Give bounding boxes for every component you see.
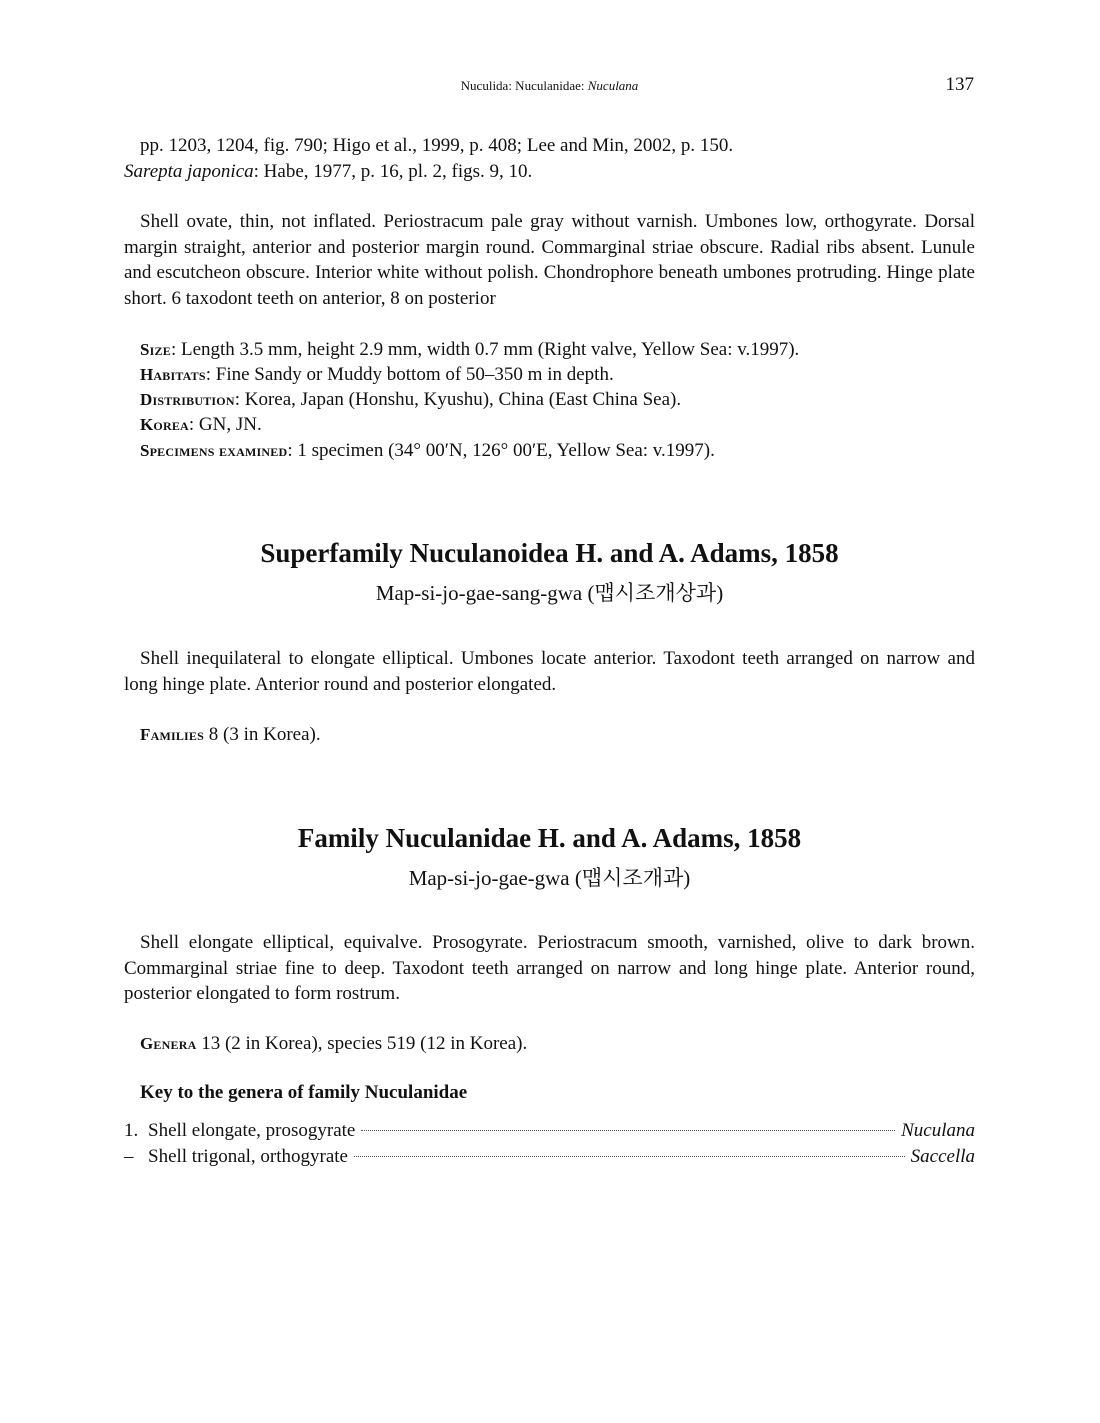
families-count [140, 722, 975, 748]
families-label: Families [140, 725, 204, 744]
reference-line-1: pp. 1203, 1204, fig. 790; Higo et al., 1999, p. 408; Lee and Min, 2002, p. 150. [140, 135, 734, 156]
fact-text: : Korea, Japan (Honshu, Kyushu), China (East China Sea). [234, 389, 682, 410]
genera-text: 13 (2 in Korea), species 519 (12 in Korea). [196, 1033, 528, 1054]
key-row [124, 1120, 975, 1142]
page-number: 137 [945, 74, 974, 95]
running-head-genus: Nuculana [587, 78, 639, 93]
key-couplet-number: 1. [124, 1120, 139, 1141]
synonym-citation: : Habe, 1977, p. 16, pl. 2, figs. 9, 10. [253, 161, 533, 182]
fact-habitats [140, 362, 975, 388]
key-description: Shell elongate, prosogyrate [148, 1120, 356, 1141]
key-couplet-number: – [124, 1146, 134, 1167]
fact-size [140, 337, 975, 363]
family-description: Shell elongate elliptical, equivalve. Prosogyrate. Periostracum smooth, varnished, olive to dark brown. Commarginal striae fine to deep. Taxodont teeth arranged on narrow and long hinge plate. Anterior round, posterior elongated to form rostrum. [124, 932, 975, 1004]
fact-text: : Fine Sandy or Muddy bottom of 50–350 m in depth. [205, 364, 614, 385]
families-text: 8 (3 in Korea). [204, 724, 321, 745]
fact-label: Specimens examined [140, 441, 288, 460]
dot-leader [354, 1156, 905, 1157]
fact-text: : GN, JN. [188, 414, 262, 435]
key-title: Key to the genera of family Nuculanidae [140, 1082, 468, 1103]
fact-korea [140, 412, 975, 438]
key-genus: Saccella [910, 1146, 975, 1167]
key-description: Shell trigonal, orthogyrate [148, 1146, 348, 1167]
family-korean-name: Map-si-jo-gae-gwa (맵시조개과) [408, 866, 691, 890]
key-row [124, 1146, 975, 1168]
fact-specimens-examined [140, 438, 975, 464]
fact-text: : Length 3.5 mm, height 2.9 mm, width 0.7 mm (Right valve, Yellow Sea: v.1997). [170, 339, 800, 360]
synonym-name: Sarepta japonica [124, 161, 254, 182]
genera-label: Genera [140, 1034, 197, 1053]
species-description: Shell ovate, thin, not inflated. Periostracum pale gray without varnish. Umbones low, orthogyrate. Dorsal margin straight, anterior and posterior margin round. Commarginal striae obscure. Radial ribs absent. Lunule and escutcheon obscure. Interior white without polish. Chondrophore beneath umbones protruding. Hinge plate short. 6 taxodont teeth on anterior, 8 on posterior [124, 211, 975, 309]
fact-text: : 1 specimen (34° 00′N, 126° 00′E, Yellow Sea: v.1997). [287, 440, 715, 461]
family-title: Family Nuculanidae H. and A. Adams, 1858 [297, 823, 802, 853]
key-genus: Nuculana [901, 1120, 975, 1141]
reference-line-2 [124, 159, 975, 185]
fact-distribution [140, 387, 975, 413]
genera-count [140, 1031, 975, 1057]
fact-label: Korea [140, 415, 189, 434]
fact-label: Habitats [140, 365, 206, 384]
fact-label: Size [140, 340, 171, 359]
superfamily-title: Superfamily Nuculanoidea H. and A. Adams, 1858 [260, 538, 839, 568]
superfamily-korean-name: Map-si-jo-gae-sang-gwa (맵시조개상과) [375, 581, 724, 605]
superfamily-description: Shell inequilateral to elongate elliptical. Umbones locate anterior. Taxodont teeth arranged on narrow and long hinge plate. Anterior round and posterior elongated. [124, 648, 975, 695]
dot-leader [361, 1130, 895, 1131]
running-head-prefix: Nuculida: Nuculanidae: [460, 78, 588, 93]
running-head [124, 78, 975, 94]
fact-label: Distribution [140, 390, 235, 409]
